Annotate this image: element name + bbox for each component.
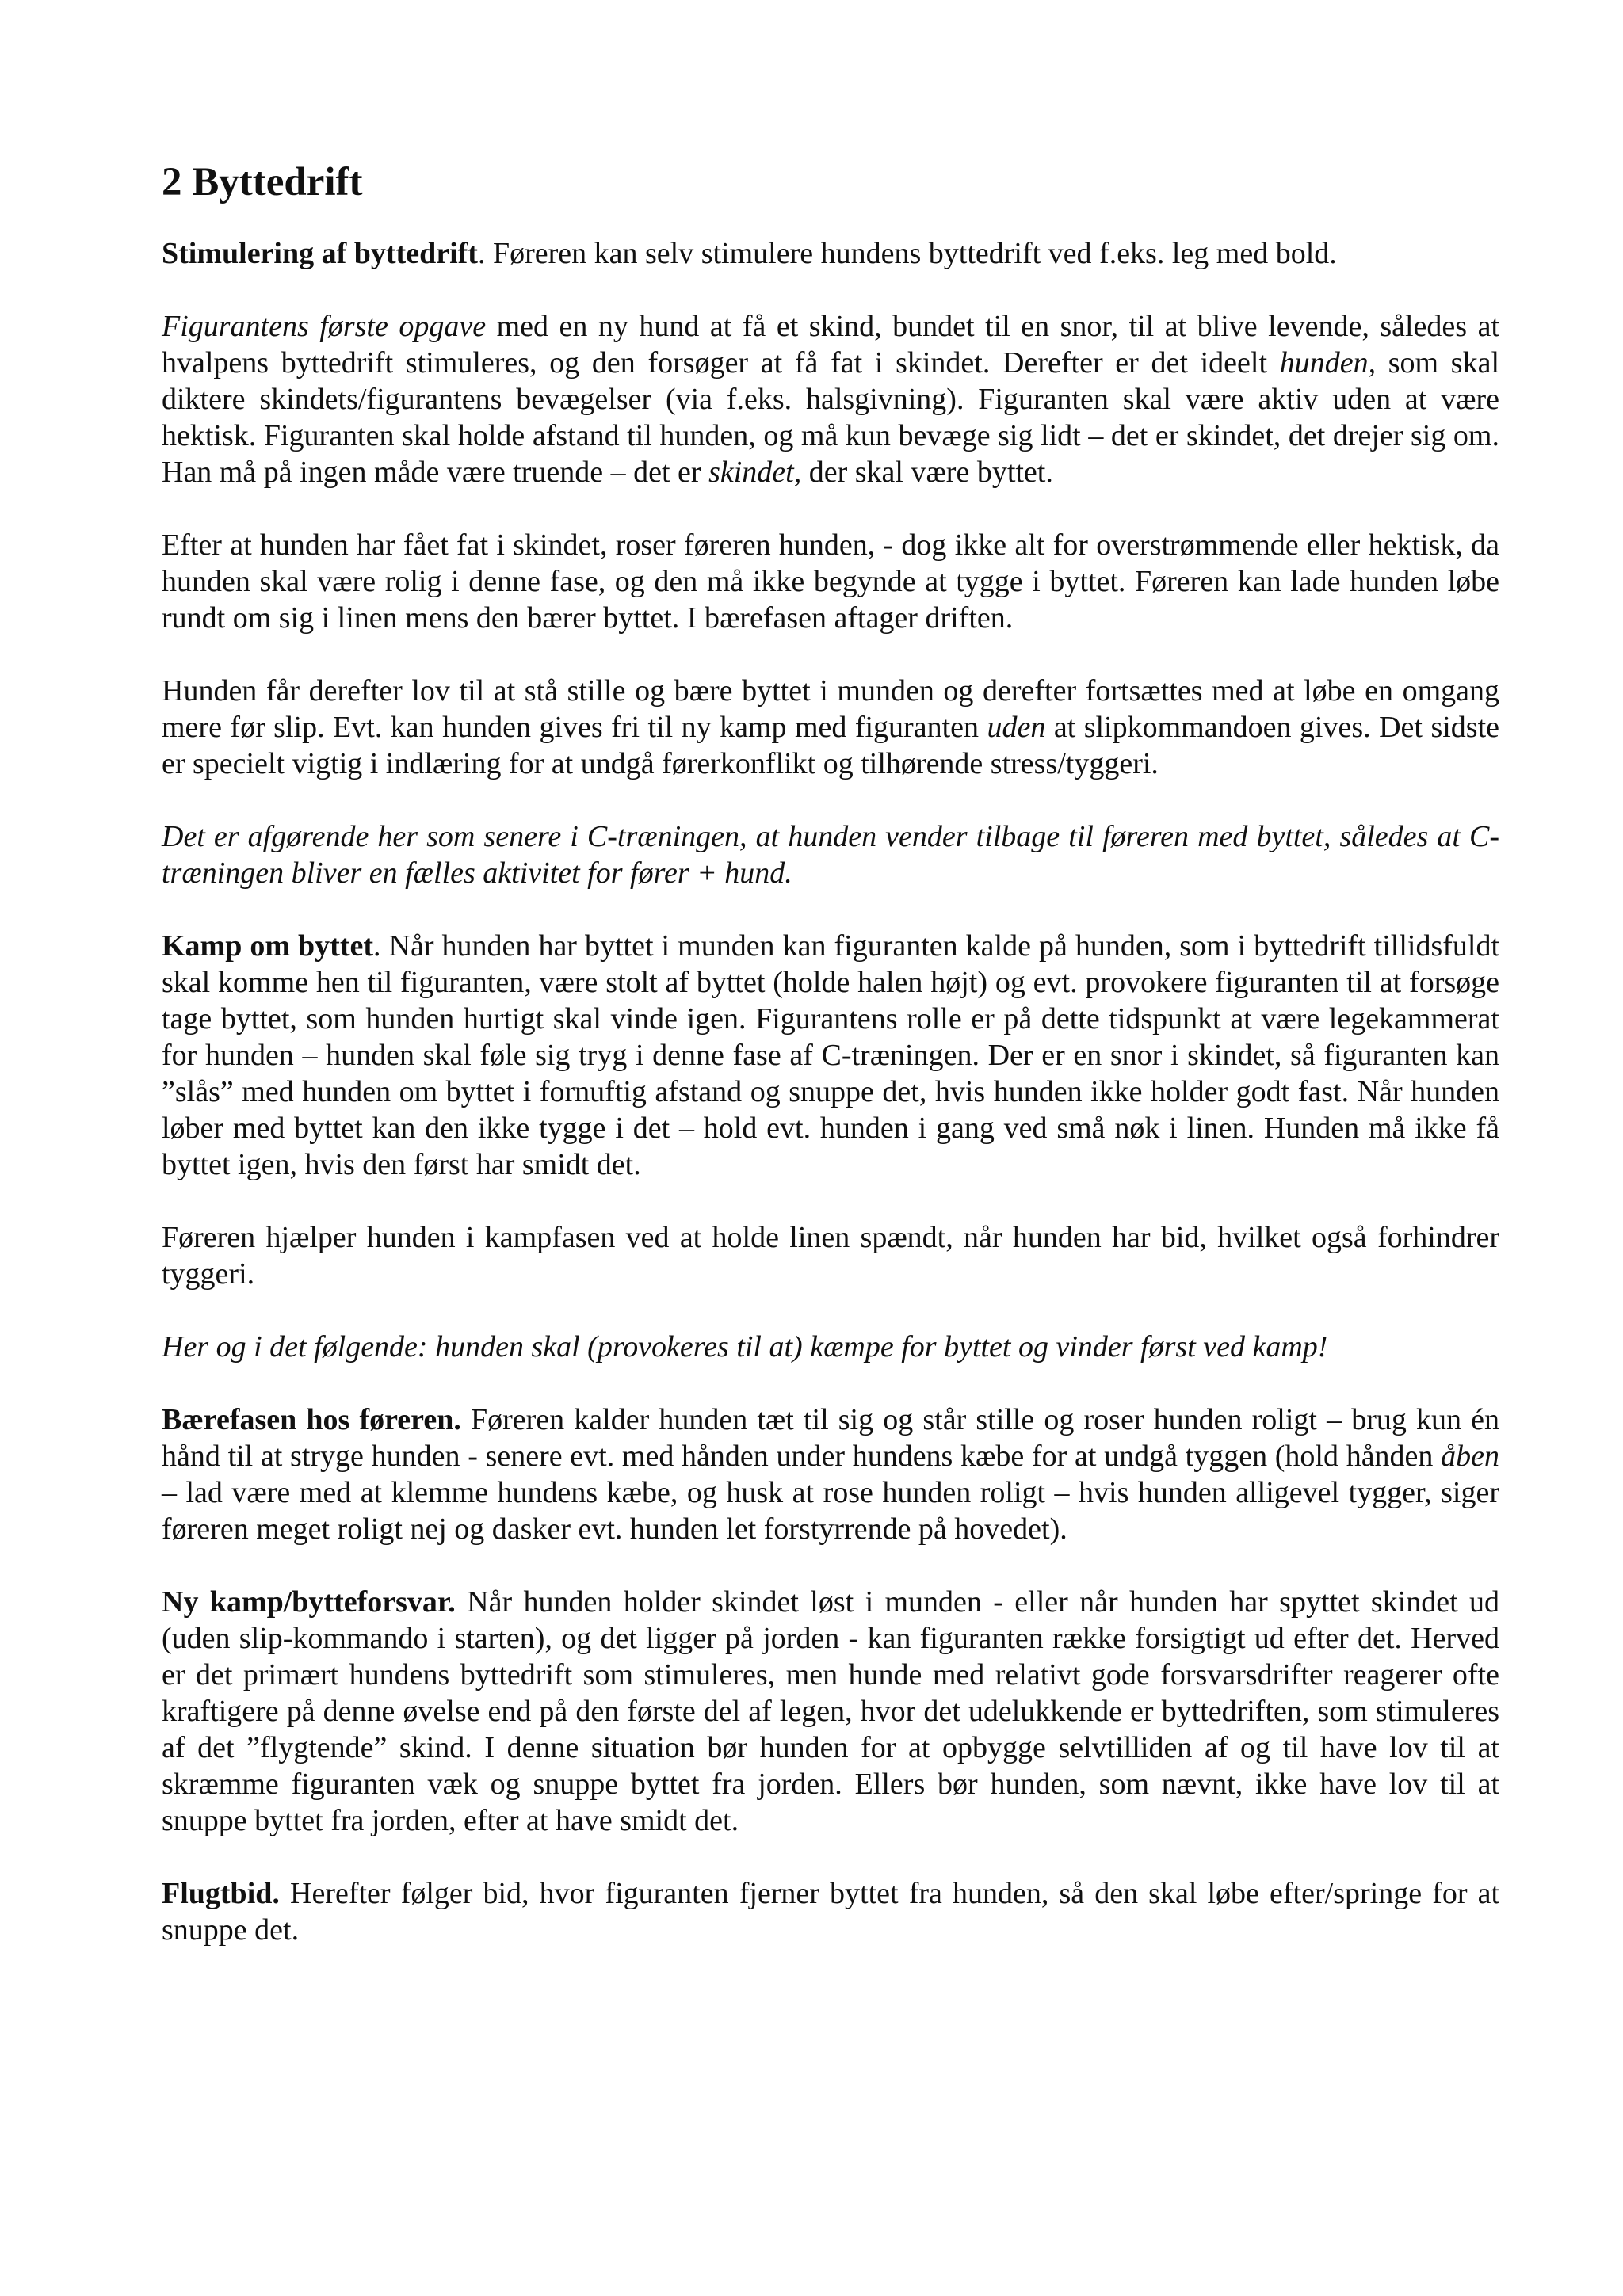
term-stimulering: Stimulering af byttedrift bbox=[162, 237, 478, 271]
paragraph-stimulering bbox=[162, 235, 1499, 272]
paragraph-text: Føreren kalder hunden tæt til sig og står stille og roser hunden roligt – brug kun én hånd til at stryge hunden - senere evt. med hånden under hundens kæbe for at undgå tyggen (hold hånden bbox=[162, 1403, 1499, 1474]
term-baerefasen: Bærefasen hos føreren. bbox=[162, 1403, 461, 1437]
paragraph-hunden bbox=[162, 673, 1499, 782]
section-heading: 2 Byttedrift bbox=[162, 160, 363, 204]
paragraph-flugtbid bbox=[162, 1875, 1499, 1948]
paragraph-efter: Efter at hunden har fået fat i skindet, roser føreren hunden, - dog ikke alt for overstrømmende eller hektisk, da hunden skal være rolig i denne fase, og den må ikke begynde at tygge i byttet. Føreren kan lade hunden løbe rundt om sig i linen mens den bærer byttet. I bærefasen aftager driften. bbox=[162, 528, 1499, 635]
paragraph-note-afgoerende: Det er afgørende her som senere i C-træningen, at hunden vender tilbage til føreren med byttet, således at C-træningen bliver en fælles aktivitet for fører + hund. bbox=[162, 820, 1499, 891]
paragraph-text: at slipkommandoen gives. Det sidste er specielt vigtig i indlæring for at undgå førerkonflikt og tilhørende stress/tyggeri. bbox=[162, 711, 1500, 781]
emphasis-text: uden bbox=[987, 711, 1046, 745]
term-kamp: Kamp om byttet bbox=[162, 929, 374, 963]
term-ny-kamp: Ny kamp/bytteforsvar. bbox=[162, 1585, 456, 1619]
paragraph-kamp bbox=[162, 928, 1499, 1183]
emphasis-text: skindet, bbox=[708, 456, 802, 490]
paragraph-text: . Når hunden har byttet i munden kan figuranten kalde på hunden, som i byttedrift tillidsfuldt skal komme hen til figuranten, være stolt af byttet (holde halen højt) og evt. provokere figuranten til at forsøge tage byttet, som hunden hurtigt skal vinde igen. Figurantens rolle er på dette tidspunkt at være legekammerat for hunden – hunden skal føle sig tryg i denne fase af C-træningen. Der er en snor i skindet, så figuranten kan ”slås” med hunden om byttet i fornuftig afstand og snuppe det, hvis hunden ikke holder godt fast. Når hunden løber med byttet kan den ikke tygge i det – hold evt. hunden i gang ved små nøk i linen. Hunden må ikke få byttet igen, hvis den først har smidt det. bbox=[162, 929, 1500, 1182]
paragraph-text: der skal være byttet. bbox=[801, 456, 1053, 490]
paragraph-text: – lad være med at klemme hundens kæbe, og husk at rose hunden roligt – hvis hunden alligevel tygger, siger føreren meget roligt nej og dasker evt. hunden let forstyrrende på hovedet). bbox=[162, 1476, 1499, 1547]
emphasis-text: åben bbox=[1441, 1440, 1499, 1474]
term-flugtbid: Flugtbid. bbox=[162, 1877, 280, 1911]
emphasis-text: Figurantens første opgave bbox=[162, 310, 487, 344]
emphasis-text: hunden, bbox=[1279, 346, 1377, 380]
paragraph-ny-kamp bbox=[162, 1584, 1499, 1839]
paragraph-text: Hunden får derefter lov til at stå stille og bære byttet i munden og derefter fortsættes med at løbe en omgang mere før slip. Evt. kan hunden gives fri til ny kamp med figuranten bbox=[162, 674, 1499, 745]
paragraph-note-foelgende: Her og i det følgende: hunden skal (provokeres til at) kæmpe for byttet og vinder først ved kamp! bbox=[162, 1330, 1328, 1364]
paragraph-baerefasen bbox=[162, 1402, 1499, 1547]
paragraph-text: . Føreren kan selv stimulere hundens byttedrift ved f.eks. leg med bold. bbox=[477, 237, 1337, 271]
paragraph-text: som skal diktere skindets/figurantens bevægelser (via f.eks. halsgivning). Figuranten skal være aktiv uden at være hektisk. Figuranten skal holde afstand til hunden, og må kun bevæge sig lidt – det er skindet, det drejer sig om. Han må på ingen måde være truende – det er bbox=[162, 346, 1500, 490]
paragraph-text: Når hunden holder skindet løst i munden - eller når hunden har spyttet skindet ud (uden slip-kommando i starten), og det ligger på jorden - kan figuranten række forsigtigt ud efter det. Herved er det primært hundens byttedrift som stimuleres, men hunde med relativt gode forsvarsdrifter reagerer ofte kraftigere på denne øvelse end på den første del af legen, hvor det udelukkende er byttedriften, som stimuleres af det ”flygtende” skind. I denne situation bør hunden for at opbygge selvtilliden af og til have lov til at skræmme figuranten væk og snuppe byttet fra jorden. Ellers bør hunden, som nævnt, ikke have lov til at snuppe byttet fra jorden, efter at have smidt det. bbox=[162, 1585, 1499, 1838]
paragraph-text: med en ny hund at få et skind, bundet til en snor, til at blive levende, således at hvalpens byttedrift stimuleres, og den forsøger at få fat i skindet. Derefter er det ideelt bbox=[162, 310, 1499, 380]
paragraph-text: Herefter følger bid, hvor figuranten fjerner byttet fra hunden, så den skal løbe efter/springe for at snuppe det. bbox=[162, 1877, 1499, 1947]
paragraph-foereren: Føreren hjælper hunden i kampfasen ved at holde linen spændt, når hunden har bid, hvilket også forhindrer tyggeri. bbox=[162, 1221, 1499, 1291]
document-page bbox=[162, 158, 1499, 1985]
paragraph-figurant bbox=[162, 308, 1499, 490]
